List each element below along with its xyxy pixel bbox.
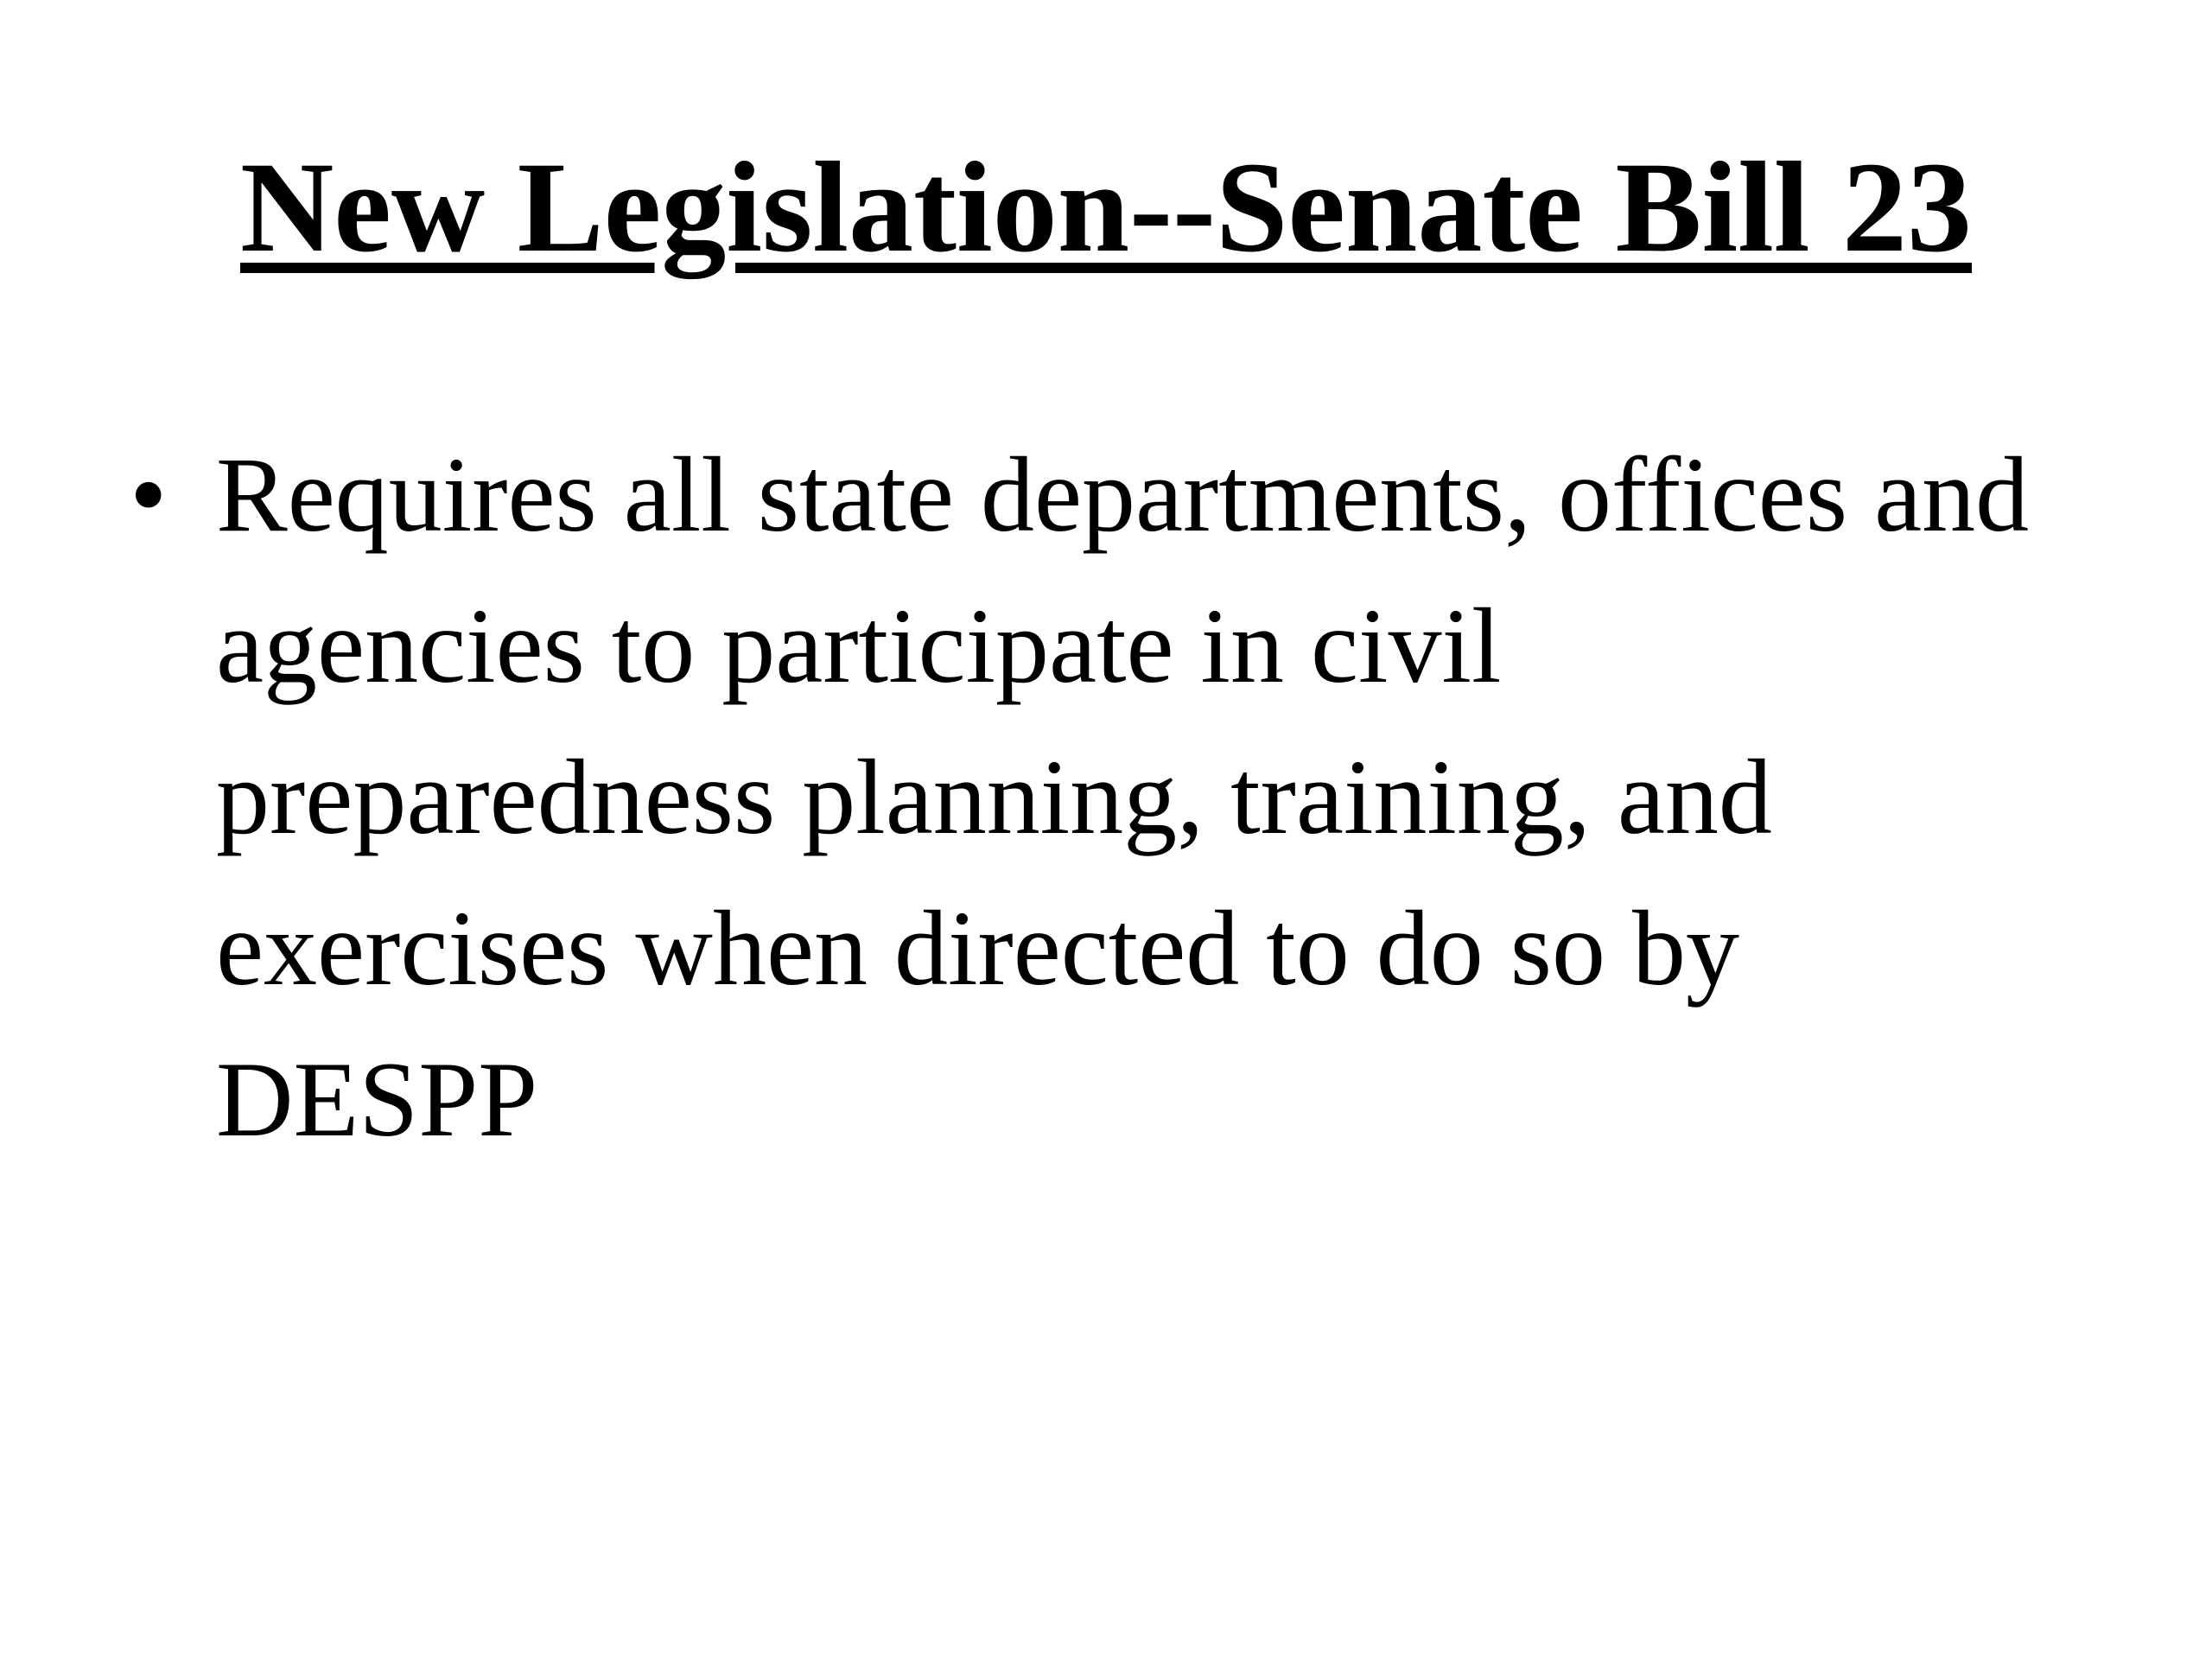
slide-title <box>0 130 2212 285</box>
bullet-text: Requires all state departments, offices and agencies to participate in civil preparedness planning, training, and exercises when directed to do so by DESPP <box>216 435 2030 1159</box>
bullet-item <box>130 419 2082 1175</box>
slide-title-text: New Legislation--Senate Bill 23 <box>239 136 1973 279</box>
bullet-list <box>130 419 2082 1175</box>
bullet-icon: • <box>130 435 168 554</box>
